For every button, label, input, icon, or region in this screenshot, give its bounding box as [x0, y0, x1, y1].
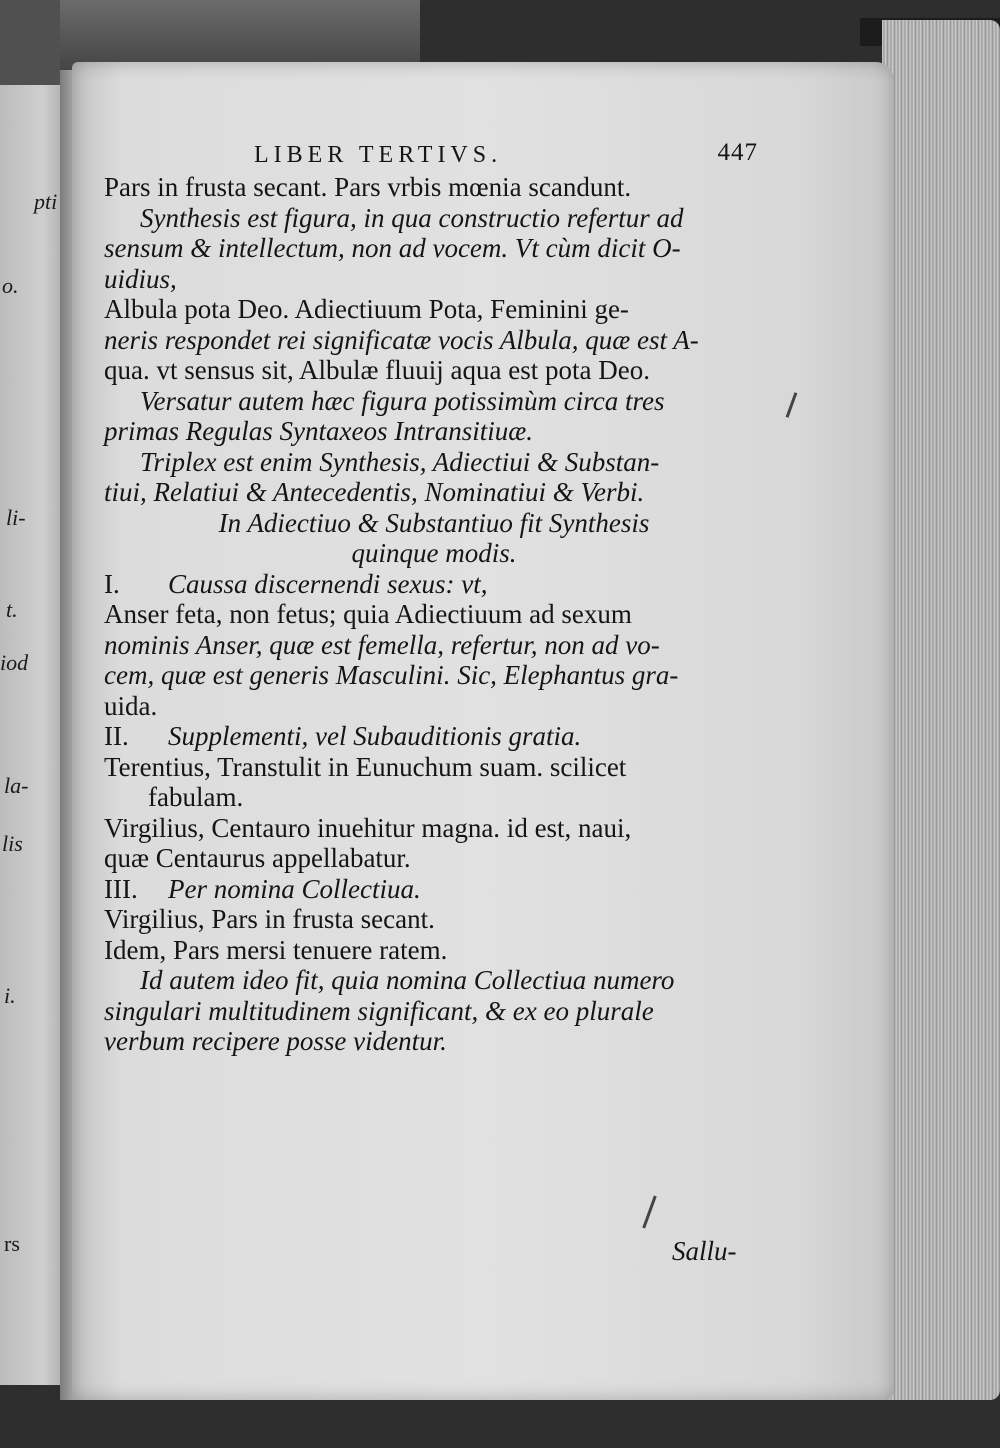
text-line: sensum & intellectum, non ad vocem. Vt cùm dicit O- [104, 233, 681, 263]
rule-numeral: II. [104, 721, 129, 751]
text-line: tiui, Relatiui & Antecedentis, Nominatiui & Verbi. [104, 477, 645, 507]
section-heading: In Adiectiuo & Substantiuo fit Synthesis [218, 507, 650, 538]
text-line: singulari multitudinem significant, & ex eo plurale [104, 995, 654, 1026]
left-fragment: i. [4, 983, 16, 1008]
text-line: Synthesis est figura, in qua constructio refertur ad [140, 202, 684, 233]
left-fragment: pti [34, 189, 58, 214]
rule-numeral: III. [104, 873, 138, 904]
left-fragment: t. [6, 597, 18, 622]
text-line: Per nomina Collectiua. [168, 873, 421, 904]
text-line: Versatur autem hæc figura potissimùm circa tres [140, 385, 665, 416]
text-line: Virgilius, Centauro inuehitur magna. id est, naui, [104, 812, 632, 843]
page-number: 447 [717, 139, 758, 166]
text-line: Anser feta, non fetus; quia Adiectiuum ad sexum [104, 599, 632, 629]
left-fragment: la- [4, 773, 29, 798]
catchword: Sallu- [672, 1236, 737, 1266]
text-line: Virgilius, Pars in frusta secant. [104, 904, 435, 934]
running-head: LIBER TERTIVS. [254, 142, 503, 168]
text-line: primas Regulas Syntaxeos Intransitiuæ. [104, 416, 533, 446]
text-line: qua. vt sensus sit, Albulæ fluuij aqua est pota Deo. [104, 355, 650, 385]
left-fragment: o. [2, 273, 19, 298]
page-edges [882, 20, 1000, 1400]
text-line: Pars in frusta secant. Pars vrbis mœnia scandunt. [104, 172, 632, 202]
text-line: uida. [104, 690, 158, 721]
text-line: Albula pota Deo. Adiectiuum Pota, Feminini ge- [104, 294, 629, 324]
running-header [104, 138, 764, 172]
text-line: cem, quæ est generis Masculini. Sic, Elephantus gra- [104, 660, 679, 690]
text-line: Idem, Pars mersi tenuere ratem. [104, 934, 448, 965]
text-line: fabulam. [148, 782, 244, 812]
left-fragment: iod [0, 650, 29, 675]
text-line: Terentius, Transtulit in Eunuchum suam. scilicet [104, 751, 627, 782]
text-line: Id autem ideo fit, quia nomina Collectiua numero [140, 965, 675, 995]
text-line: Triplex est enim Synthesis, Adiectiui & Substan- [140, 446, 660, 477]
binding-corner [0, 0, 60, 90]
left-fragment: lis [2, 831, 23, 856]
text-line: quæ Centaurus appellabatur. [104, 843, 411, 873]
text-line: Supplementi, vel Subauditionis gratia. [168, 721, 582, 751]
left-fragment: rs [4, 1231, 20, 1256]
left-fragment: li- [6, 505, 26, 530]
text-line: Caussa discernendi sexus: vt, [168, 568, 488, 599]
rule-numeral: I. [104, 568, 120, 599]
text-line: verbum recipere posse videntur. [104, 1026, 447, 1056]
text-line: nominis Anser, quæ est femella, refertur, non ad vo- [104, 629, 660, 660]
page-text [104, 138, 764, 1057]
text-line: neris respondet rei significatæ vocis Albula, quæ est A- [104, 324, 699, 355]
bookmark-cloth [0, 0, 420, 70]
text-line: uidius, [104, 263, 177, 294]
section-heading: quinque modis. [351, 538, 517, 568]
